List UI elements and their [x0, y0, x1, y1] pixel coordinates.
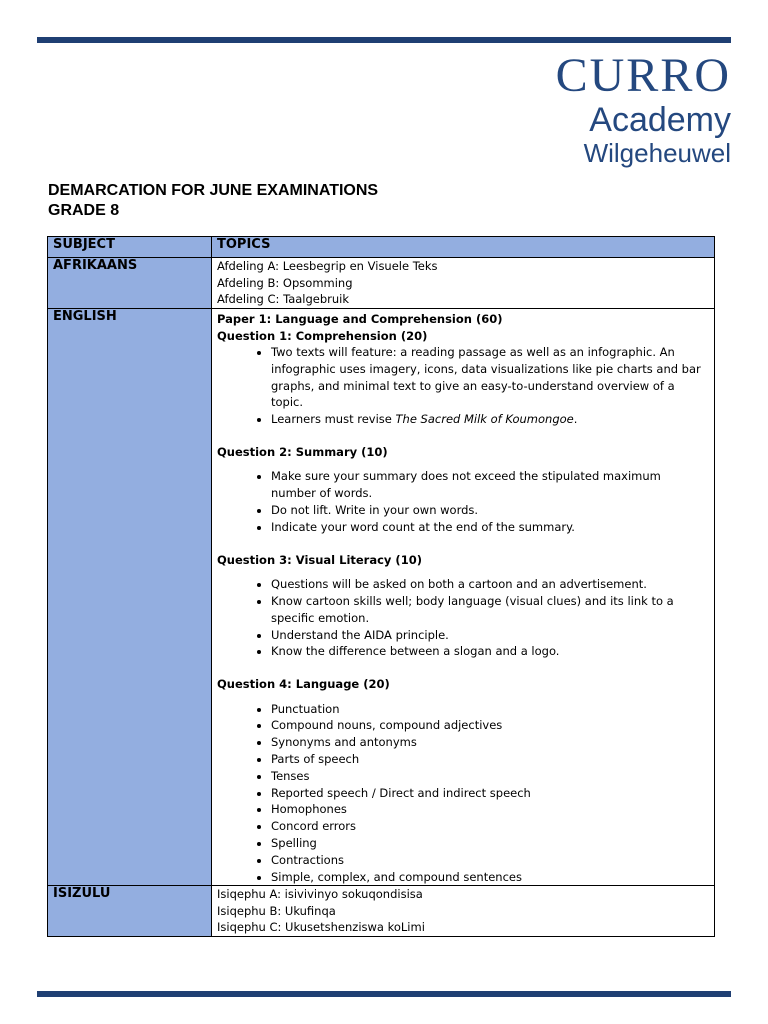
logo-academy: Academy [589, 101, 731, 139]
question-2-title: Question 2: Summary (10) [217, 444, 388, 459]
question-3-title: Question 3: Visual Literacy (10) [217, 552, 422, 567]
list-item: • Know the difference between a slogan and a logo. [271, 643, 709, 660]
question-1-title: Question 1: Comprehension (20) [217, 328, 428, 343]
topics-isizulu [212, 886, 715, 937]
list-item: • Reported speech / Direct and indirect speech [271, 785, 709, 802]
list-item: • Spelling [271, 835, 709, 852]
list-item: • Make sure your summary does not exceed the stipulated maximum number of words. [271, 468, 709, 502]
question-4-list [217, 701, 709, 886]
list-item: • Questions will be asked on both a cartoon and an advertisement. [271, 576, 709, 593]
question-2-list [217, 468, 709, 535]
topic-line: Isiqephu A: isivivinyo sokuqondisisa [217, 887, 423, 902]
list-item: • Indicate your word count at the end of the summary. [271, 519, 709, 536]
list-item: • Contractions [271, 852, 709, 869]
list-item: • Learners must revise The Sacred Milk of Koumongoe. [271, 411, 709, 428]
list-item: • Understand the AIDA principle. [271, 627, 709, 644]
table-row-isizulu [48, 886, 715, 937]
logo-brand: CURRO [555, 49, 731, 102]
heading-title: DEMARCATION FOR JUNE EXAMINATIONS [48, 182, 379, 199]
list-item: • Simple, complex, and compound sentences [271, 869, 709, 886]
topic-line: Isiqephu C: Ukusetshenziswa koLimi [217, 920, 425, 935]
subject-isizulu: ISIZULU [48, 886, 212, 937]
page-heading [48, 181, 378, 221]
list-item: • Two texts will feature: a reading passage as well as an infographic. An infographic uses imagery, icons, data visualizations like pie charts and bar graphs, and minimal text to give an easy-to-understand overview of a topic. [271, 344, 709, 411]
list-item: • Know cartoon skills well; body language (visual clues) and its link to a specific emotion. [271, 593, 709, 627]
curro-logo [556, 50, 731, 168]
list-item: • Homophones [271, 801, 709, 818]
topic-line: Afdeling A: Leesbegrip en Visuele Teks [217, 259, 438, 273]
demarcation-table [47, 236, 715, 937]
header-topics: TOPICS [212, 237, 715, 258]
topics-afrikaans [212, 258, 715, 309]
paper-title: Paper 1: Language and Comprehension (60) [217, 312, 503, 326]
list-item: • Tenses [271, 768, 709, 785]
logo-campus: Wilgeheuwel [583, 138, 731, 168]
subject-afrikaans: AFRIKAANS [48, 258, 212, 309]
list-item: • Concord errors [271, 818, 709, 835]
heading-grade: GRADE 8 [48, 202, 120, 219]
table-row-afrikaans [48, 258, 715, 309]
table-header-row [48, 237, 715, 258]
header-subject: SUBJECT [48, 237, 212, 258]
topic-line: Isiqephu B: Ukufinqa [217, 903, 336, 918]
question-3-list [217, 576, 709, 660]
topic-line: Afdeling C: Taalgebruik [217, 292, 350, 306]
list-item: • Compound nouns, compound adjectives [271, 717, 709, 734]
question-4-title: Question 4: Language (20) [217, 677, 390, 692]
list-item: • Do not lift. Write in your own words. [271, 502, 709, 519]
subject-english: ENGLISH [48, 309, 212, 886]
list-item: • Punctuation [271, 701, 709, 718]
topics-english [212, 309, 715, 886]
question-1-list [217, 344, 709, 428]
bottom-rule [37, 991, 731, 997]
list-item: • Parts of speech [271, 751, 709, 768]
table-row-english [48, 309, 715, 886]
top-rule [37, 37, 731, 43]
book-title: The Sacred Milk of Koumongoe [395, 412, 574, 427]
list-item: • Synonyms and antonyms [271, 734, 709, 751]
topic-line: Afdeling B: Opsomming [217, 275, 353, 290]
